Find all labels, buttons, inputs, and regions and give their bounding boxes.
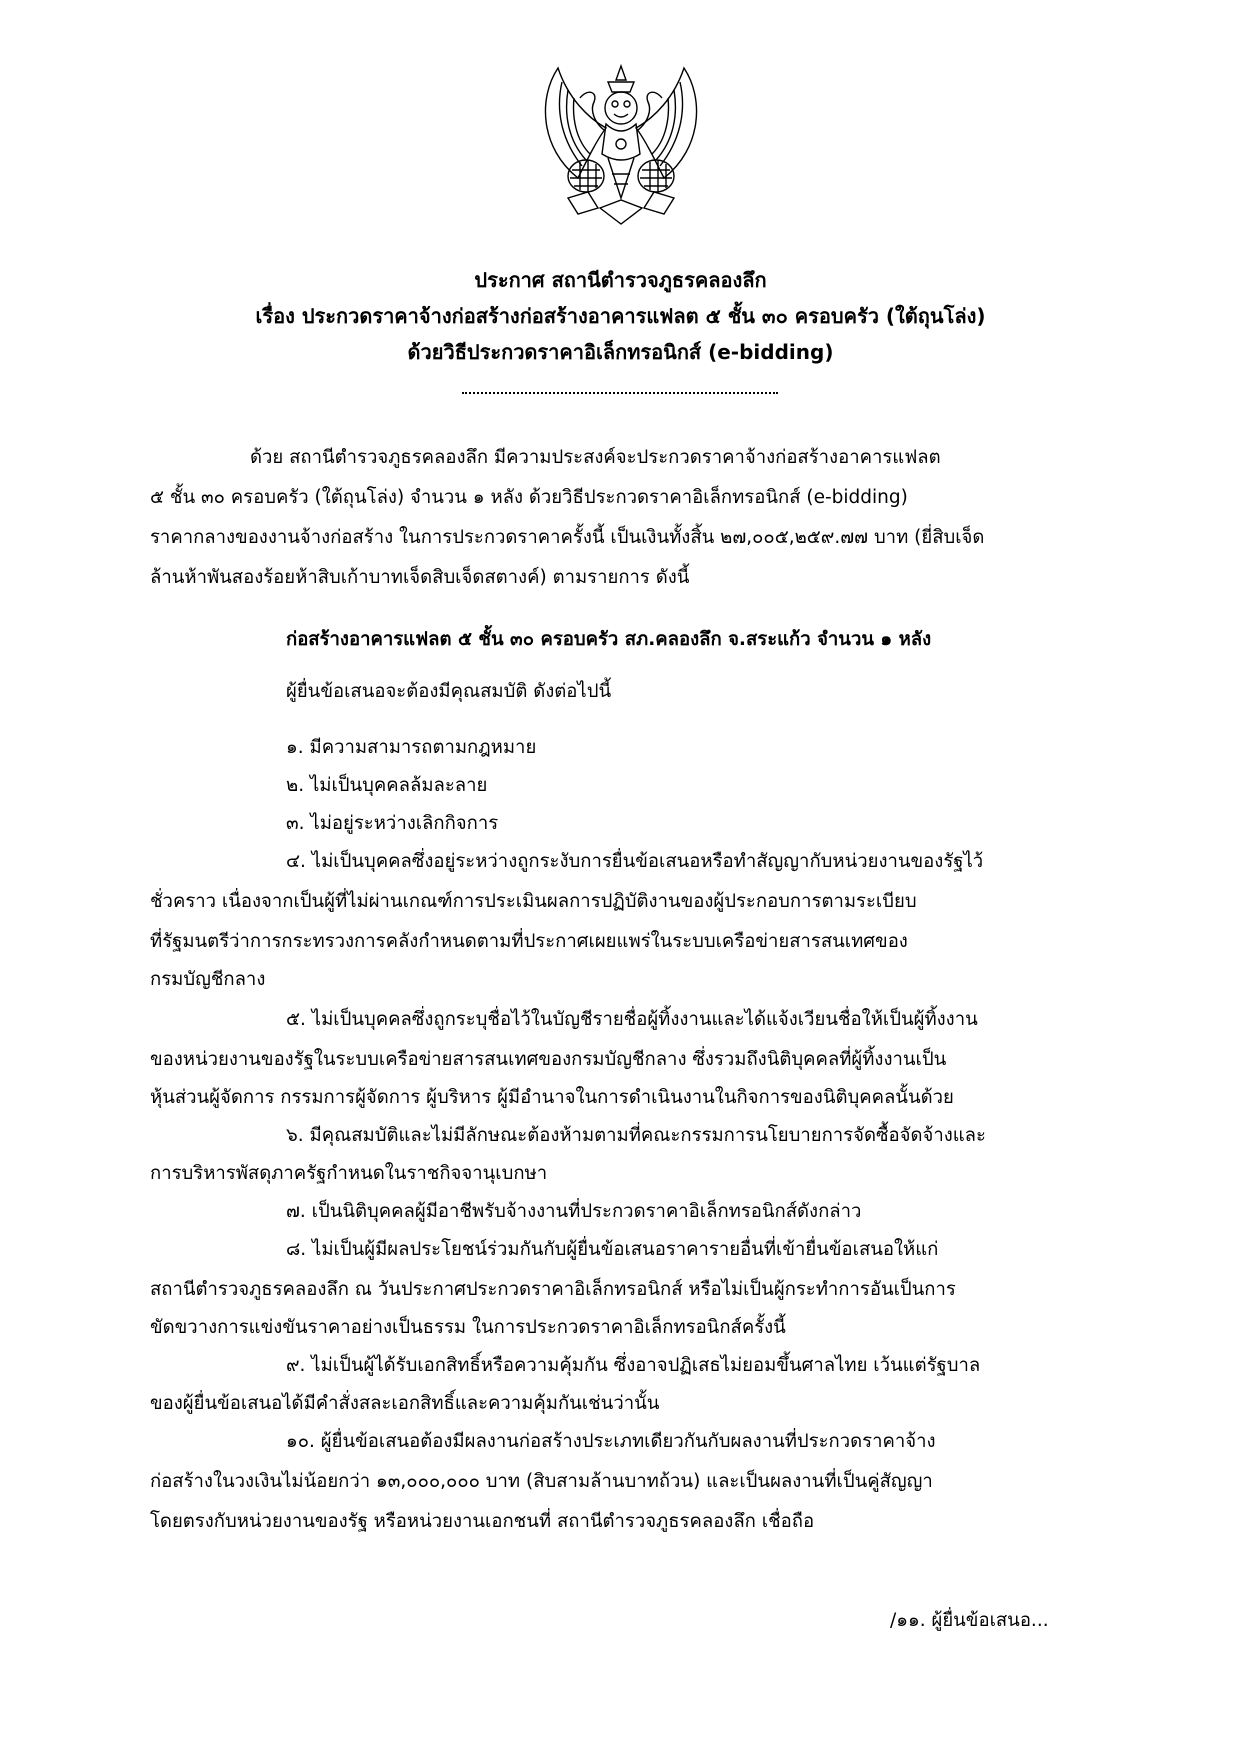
garuda-emblem-icon	[528, 58, 714, 230]
continuation-note: /๑๑. ผู้ยื่นข้อเสนอ...	[890, 1610, 1049, 1631]
qualification-item-cont: ของผู้ยื่นข้อเสนอได้มีคำสั่งสละเอกสิทธิ์และความคุ้มกันเช่นว่านั้น	[150, 1393, 660, 1414]
qualification-item: ๖. มีคุณสมบัติและไม่มีลักษณะต้องห้ามตามที่คณะกรรมการนโยบายการจัดซื้อจัดจ้างและ	[286, 1125, 986, 1146]
title-separator	[462, 392, 778, 396]
intro-line: ๕ ชั้น ๓๐ ครอบครัว (ใต้ถุนโล่ง) จำนวน ๑ หลัง ด้วยวิธีประกวดราคาอิเล็กทรอนิกส์ (e-bidding)	[150, 487, 908, 508]
intro-line: ล้านห้าพันสองร้อยห้าสิบเก้าบาทเจ็ดสิบเจ็ดสตางค์) ตามรายการ ดังนี้	[150, 567, 690, 588]
title-issuer: ประกาศ สถานีตำรวจภูธรคลองลึก	[474, 268, 767, 292]
qualification-item-cont: ที่รัฐมนตรีว่าการกระทรวงการคลังกำหนดตามที่ประกาศเผยแพร่ในระบบเครือข่ายสารสนเทศของ	[150, 931, 908, 952]
qualification-item: ๒. ไม่เป็นบุคคลล้มละลาย	[286, 775, 488, 796]
qualification-item-cont: สถานีตำรวจภูธรคลองลึก ณ วันประกาศประกวดราคาอิเล็กทรอนิกส์ หรือไม่เป็นผู้กระทำการอันเป็นการ	[150, 1279, 956, 1300]
qualification-item-cont: โดยตรงกับหน่วยงานของรัฐ หรือหน่วยงานเอกชนที่ สถานีตำรวจภูธรคลองลึก เชื่อถือ	[150, 1511, 815, 1532]
qualifications-heading: ผู้ยื่นข้อเสนอจะต้องมีคุณสมบัติ ดังต่อไปนี้	[286, 681, 612, 702]
title-method: ด้วยวิธีประกวดราคาอิเล็กทรอนิกส์ (e-bidding)	[407, 340, 834, 364]
qualification-item: ๗. เป็นนิติบุคคลผู้มีอาชีพรับจ้างงานที่ประกวดราคาอิเล็กทรอนิกส์ดังกล่าว	[286, 1201, 862, 1222]
announcement-title	[0, 262, 1241, 370]
intro-line: ราคากลางของงานจ้างก่อสร้าง ในการประกวดราคาครั้งนี้ เป็นเงินทั้งสิ้น ๒๗,๐๐๕,๒๕๙.๗๗ บาท (ยี่สิบเจ็ด	[150, 527, 985, 548]
qualification-item: ๓. ไม่อยู่ระหว่างเลิกกิจการ	[286, 813, 499, 834]
qualification-item: ๑๐. ผู้ยื่นข้อเสนอต้องมีผลงานก่อสร้างประเภทเดียวกันกับผลงานที่ประกวดราคาจ้าง	[286, 1431, 936, 1452]
qualification-item-cont: กรมบัญชีกลาง	[150, 969, 266, 990]
qualification-item: ๔. ไม่เป็นบุคคลซึ่งอยู่ระหว่างถูกระงับการยื่นข้อเสนอหรือทำสัญญากับหน่วยงานของรัฐไว้	[286, 851, 984, 872]
qualification-item-cont: ขัดขวางการแข่งขันราคาอย่างเป็นธรรม ในการประกวดราคาอิเล็กทรอนิกส์ครั้งนี้	[150, 1317, 786, 1338]
intro-line: ด้วย สถานีตำรวจภูธรคลองลึก มีความประสงค์จะประกวดราคาจ้างก่อสร้างอาคารแฟลต	[250, 447, 941, 468]
qualification-item-cont: หุ้นส่วนผู้จัดการ กรรมการผู้จัดการ ผู้บริหาร ผู้มีอำนาจในการดำเนินงานในกิจการของนิติบุคคลนั้นด้วย	[150, 1087, 954, 1108]
qualification-item: ๕. ไม่เป็นบุคคลซึ่งถูกระบุชื่อไว้ในบัญชีรายชื่อผู้ทิ้งงานและได้แจ้งเวียนชื่อให้เป็นผู้ทิ้งงาน	[286, 1009, 978, 1030]
qualification-item-cont: ของหน่วยงานของรัฐในระบบเครือข่ายสารสนเทศของกรมบัญชีกลาง ซึ่งรวมถึงนิติบุคคลที่ผู้ทิ้งงานเป็น	[150, 1049, 947, 1070]
item-heading: ก่อสร้างอาคารแฟลต ๕ ชั้น ๓๐ ครอบครัว สภ.คลองลึก จ.สระแก้ว จำนวน ๑ หลัง	[286, 629, 932, 650]
qualification-item-cont: ชั่วคราว เนื่องจากเป็นผู้ที่ไม่ผ่านเกณฑ์การประเมินผลการปฏิบัติงานของผู้ประกอบการตามระเบียบ	[150, 891, 917, 912]
title-subject: เรื่อง ประกวดราคาจ้างก่อสร้างก่อสร้างอาคารแฟลต ๕ ชั้น ๓๐ ครอบครัว (ใต้ถุนโล่ง)	[255, 304, 986, 328]
qualification-item-cont: การบริหารพัสดุภาครัฐกำหนดในราชกิจจานุเบกษา	[150, 1163, 548, 1184]
qualification-item: ๑. มีความสามารถตามกฎหมาย	[286, 737, 537, 758]
qualification-item: ๘. ไม่เป็นผู้มีผลประโยชน์ร่วมกันกับผู้ยื่นข้อเสนอราคารายอื่นที่เข้ายื่นข้อเสนอให้แก่	[286, 1239, 939, 1260]
qualification-item: ๙. ไม่เป็นผู้ได้รับเอกสิทธิ์หรือความคุ้มกัน ซึ่งอาจปฏิเสธไม่ยอมขึ้นศาลไทย เว้นแต่รัฐบาล	[286, 1355, 981, 1376]
qualification-item-cont: ก่อสร้างในวงเงินไม่น้อยกว่า ๑๓,๐๐๐,๐๐๐ บาท (สิบสามล้านบาทถ้วน) และเป็นผลงานที่เป็นคู่สัญญา	[150, 1471, 933, 1492]
